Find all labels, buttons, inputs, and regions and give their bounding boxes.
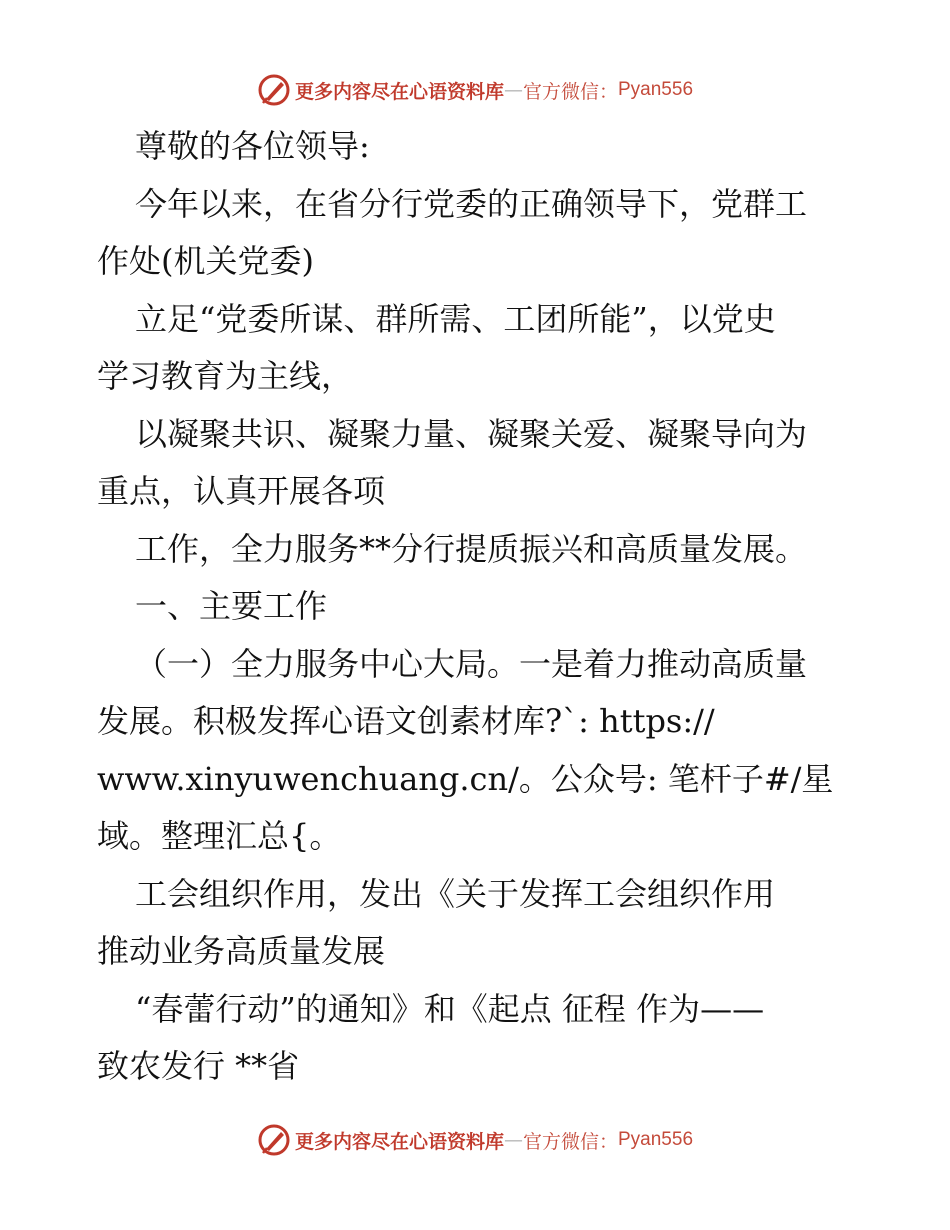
paragraph xyxy=(97,176,857,291)
header-banner xyxy=(0,73,950,107)
banner-separator: — xyxy=(503,79,523,101)
banner-wechat-id: Pyan556 xyxy=(618,79,694,100)
banner-brand-text: 更多内容尽在心语资料库 xyxy=(294,80,504,103)
section-heading xyxy=(97,578,857,636)
text-line: 以凝聚共识、凝聚力量、凝聚关爱、凝聚导向为 xyxy=(135,414,808,453)
quill-pen-icon xyxy=(257,1123,291,1157)
text-line: 推动业务高质量发展 xyxy=(97,932,386,970)
banner-separator: — xyxy=(503,1129,523,1151)
banner-brand-text: 更多内容尽在心语资料库 xyxy=(294,1130,504,1153)
text-line: 致农发行 **省 xyxy=(97,1047,300,1085)
text-line: 立足“党委所谋、群所需、工团所能”，以党史 xyxy=(135,299,776,338)
salutation xyxy=(97,118,857,176)
banner-wechat-label: 官方微信： xyxy=(522,80,618,103)
text-line: www.xinyuwenchuang.cn/。公众号: 笔杆子#/星 xyxy=(97,759,834,798)
banner-wechat-label: 官方微信： xyxy=(522,1130,618,1153)
paragraph xyxy=(97,866,857,981)
text-line: 尊敬的各位领导: xyxy=(135,127,370,165)
paragraph xyxy=(97,981,857,1096)
paragraph xyxy=(97,406,857,521)
text-line: （一）全力服务中心大局。一是着力推动高质量 xyxy=(135,644,808,683)
text-line: 作处(机关党委) xyxy=(97,242,314,280)
text-line: 学习教育为主线， xyxy=(97,357,354,395)
paragraph xyxy=(97,521,857,579)
paragraph xyxy=(97,636,857,866)
footer-banner xyxy=(0,1123,950,1157)
banner-wechat-id: Pyan556 xyxy=(618,1129,694,1150)
text-line: 域。整理汇总{。 xyxy=(97,817,342,855)
document-body xyxy=(97,118,857,1096)
text-line: “春蕾行动”的通知》和《起点 征程 作为—— xyxy=(135,989,765,1028)
text-line: 重点，认真开展各项 xyxy=(97,472,386,510)
text-line: 一、主要工作 xyxy=(135,587,328,625)
text-line: 工作，全力服务**分行提质振兴和高质量发展。 xyxy=(135,529,808,568)
text-line: 工会组织作用，发出《关于发挥工会组织作用 xyxy=(135,874,776,913)
quill-pen-icon xyxy=(257,73,291,107)
text-line: 今年以来，在省分行党委的正确领导下，党群工 xyxy=(135,184,808,223)
text-line: 发展。积极发挥心语文创素材库?`: https:// xyxy=(97,702,715,740)
paragraph xyxy=(97,291,857,406)
